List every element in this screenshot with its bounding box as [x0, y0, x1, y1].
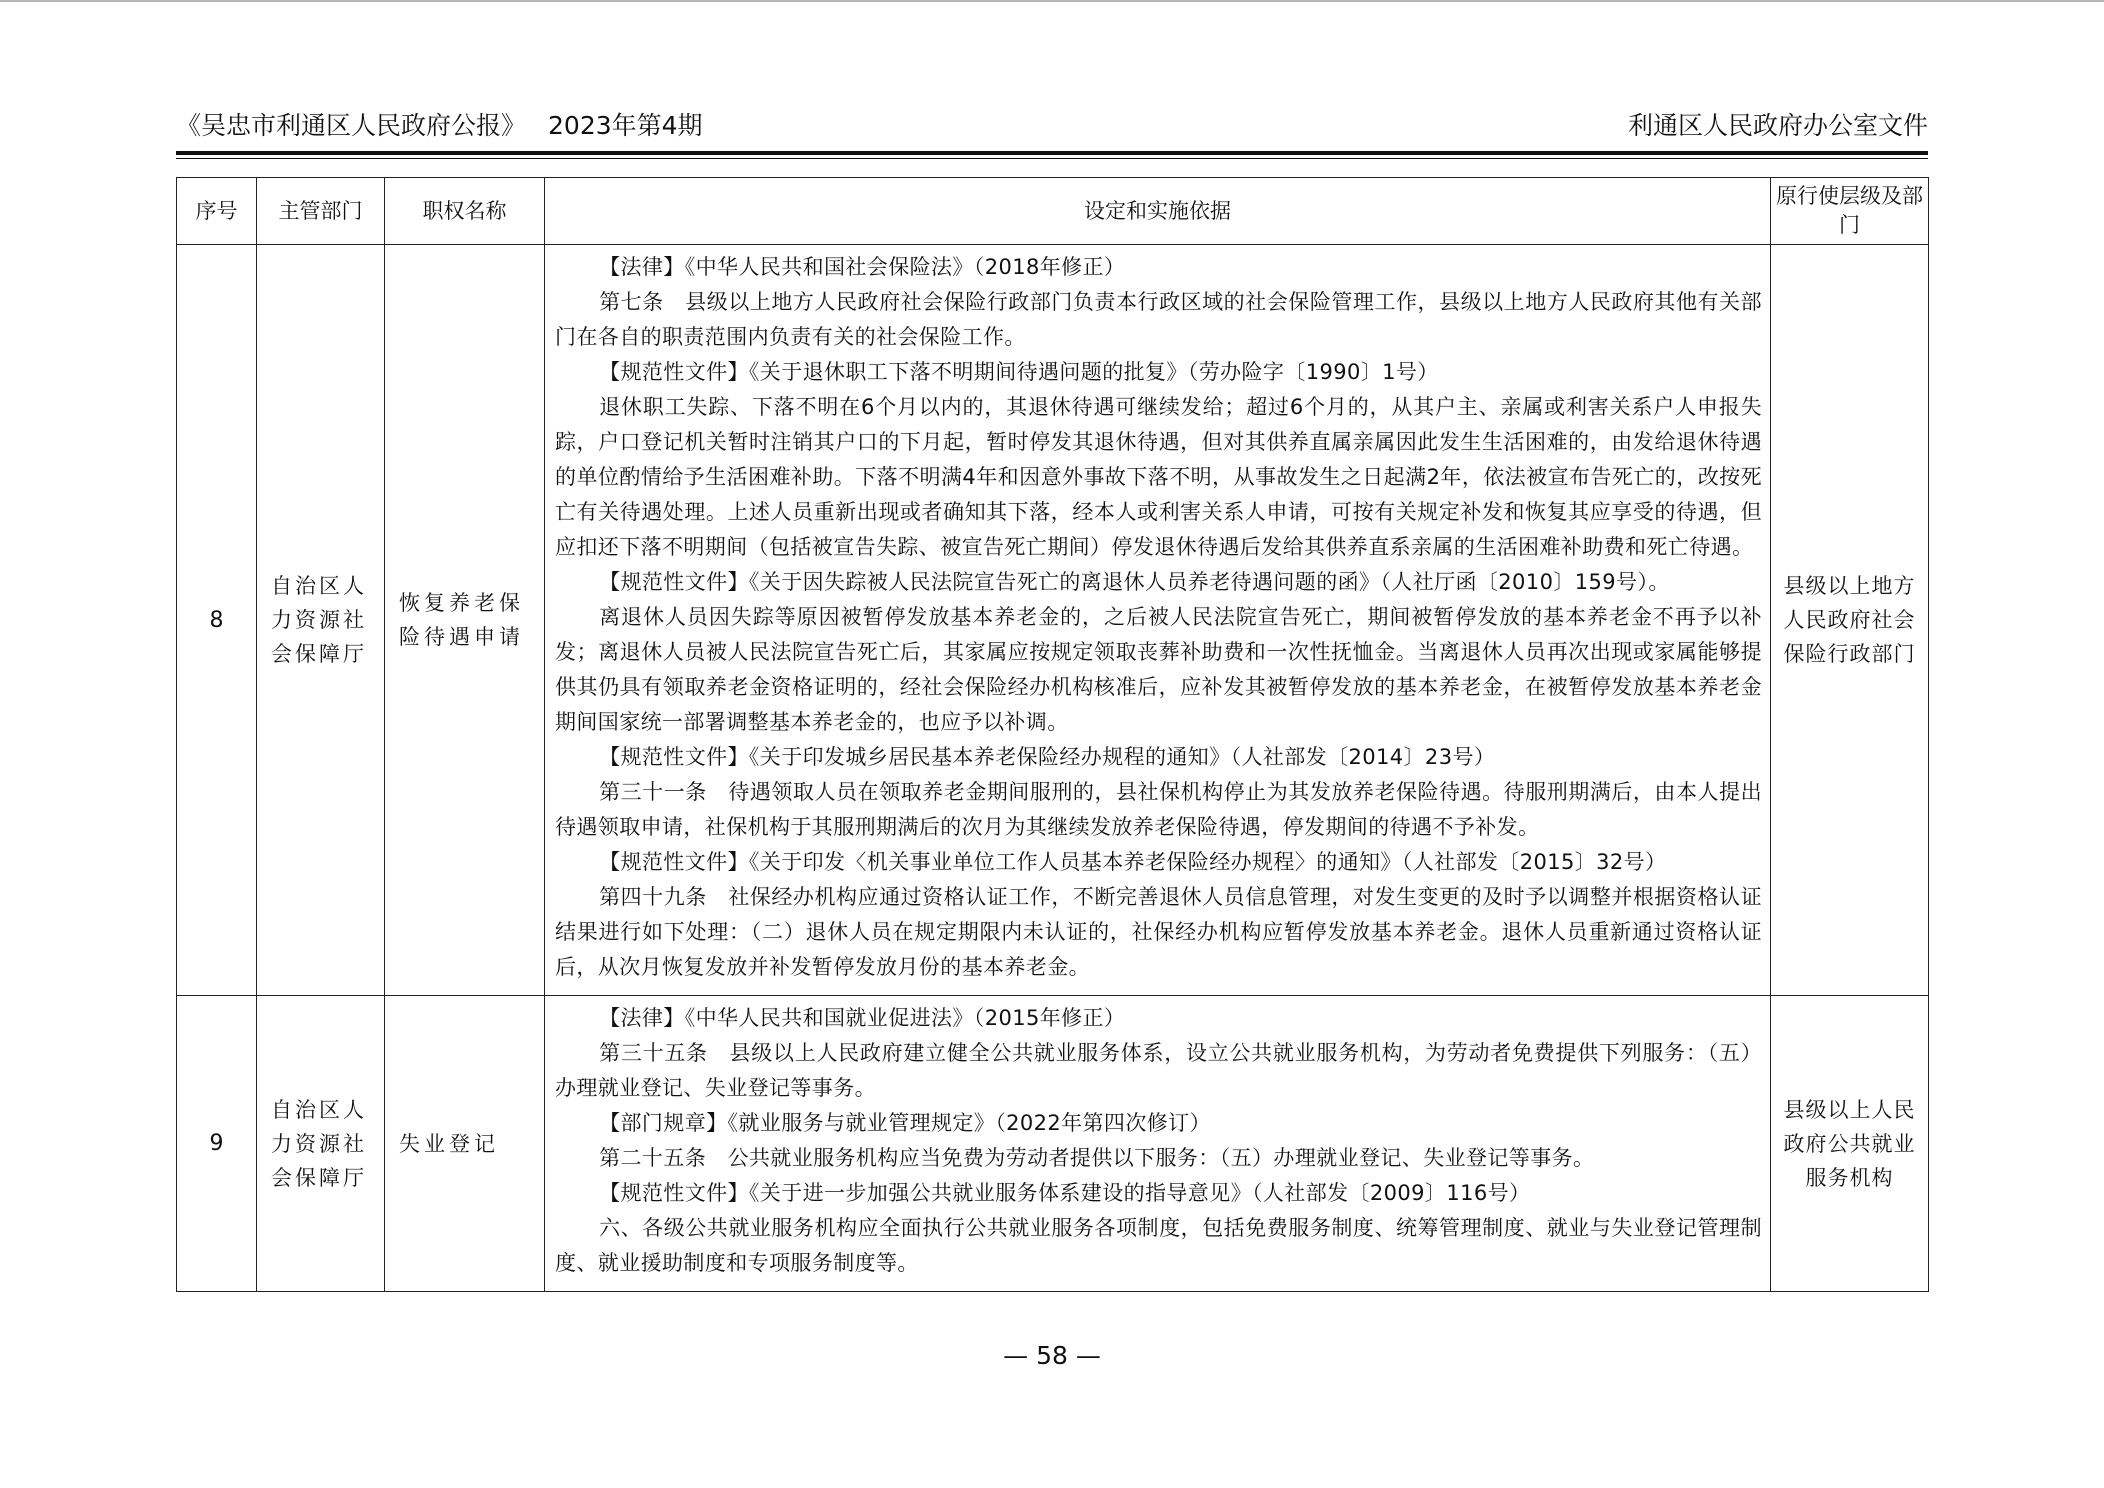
issue-number: 2023年第4期 [548, 111, 703, 140]
row-power-name: 失业登记 [385, 996, 545, 1292]
basis-paragraph: 【规范性文件】《关于进一步加强公共就业服务体系建设的指导意见》（人社部发〔2009〕116号） [599, 1181, 1531, 1205]
basis-paragraph: 【规范性文件】《关于因失踪被人民法院宣告死亡的离退休人员养老待遇问题的函》（人社厅函〔2010〕159号）。 [599, 570, 1670, 594]
page-header [176, 108, 1928, 144]
header-rule-thick [176, 151, 1928, 155]
basis-paragraph: 第七条 县级以上地方人民政府社会保险行政部门负责本行政区域的社会保险管理工作，县级以上地方人民政府其他有关部门在各自的职责范围内负责有关的社会保险工作。 [555, 290, 1762, 349]
row-level: 县级以上地方人民政府社会保险行政部门 [1771, 245, 1929, 996]
header-name: 职权名称 [385, 178, 545, 245]
basis-paragraph: 第三十五条 县级以上人民政府建立健全公共就业服务体系，设立公共就业服务机构，为劳动者免费提供下列服务：（五）办理就业登记、失业登记等事务。 [555, 1041, 1762, 1100]
basis-paragraph: 离退休人员因失踪等原因被暂停发放基本养老金的，之后被人民法院宣告死亡，期间被暂停发放的基本养老金不再予以补发；离退休人员被人民法院宣告死亡后，其家属应按规定领取丧葬补助费和一次性抚恤金。当离退休人员再次出现或家属能够提供其仍具有领取养老金资格证明的，经社会保险经办机构核准后，应补发其被暂停发放的基本养老金，在被暂停发放基本养老金期间国家统一部署调整基本养老金的，也应予以补调。 [555, 605, 1762, 734]
table-row [177, 996, 1929, 1292]
row-seq: 8 [177, 245, 257, 996]
row-seq: 9 [177, 996, 257, 1292]
basis-paragraph: 【规范性文件】《关于印发〈机关事业单位工作人员基本养老保险经办规程〉的通知》（人社部发〔2015〕32号） [599, 850, 1667, 874]
row-dept: 自治区人力资源社会保障厅 [257, 245, 385, 996]
basis-paragraph: 第三十一条 待遇领取人员在领取养老金期间服刑的，县社保机构停止为其发放养老保险待遇。待服刑期满后，由本人提出待遇领取申请，社保机构于其服刑期满后的次月为其继续发放养老保险待遇，停发期间的待遇不予补发。 [555, 780, 1762, 839]
basis-paragraph: 退休职工失踪、下落不明在6个月以内的，其退休待遇可继续发给；超过6个月的，从其户主、亲属或利害关系户人申报失踪，户口登记机关暂时注销其户口的下月起，暂时停发其退休待遇，但对其供养直属亲属因此发生生活困难的，由发给退休待遇的单位酌情给予生活困难补助。下落不明满4年和因意外事故下落不明，从事故发生之日起满2年，依法被宣布告死亡的，改按死亡有关待遇处理。上述人员重新出现或者确知其下落，经本人或利害关系人申请，可按有关规定补发和恢复其应享受的待遇，但应扣还下落不明期间（包括被宣告失踪、被宣告死亡期间）停发退休待遇后发给其供养直系亲属的生活困难补助费和死亡待遇。 [555, 395, 1762, 559]
powers-table [176, 177, 1929, 1292]
basis-paragraph: 第二十五条 公共就业服务机构应当免费为劳动者提供以下服务：（五）办理就业登记、失业登记等事务。 [599, 1146, 1595, 1170]
row-basis [545, 245, 1771, 996]
header-seq: 序号 [177, 178, 257, 245]
gazette-title: 《吴忠市利通区人民政府公报》 [176, 111, 527, 140]
basis-paragraph: 六、各级公共就业服务机构应全面执行公共就业服务各项制度，包括免费服务制度、统筹管理制度、就业与失业登记管理制度、就业援助制度和专项服务制度等。 [555, 1216, 1762, 1275]
table-row [177, 245, 1929, 996]
basis-paragraph: 【规范性文件】《关于退休职工下落不明期间待遇问题的批复》（劳办险字〔1990〕1号） [599, 360, 1439, 384]
row-basis [545, 996, 1771, 1292]
basis-paragraph: 【法律】《中华人民共和国就业促进法》（2015年修正） [599, 1006, 1126, 1030]
basis-paragraph: 第四十九条 社保经办机构应通过资格认证工作，不断完善退休人员信息管理，对发生变更的及时予以调整并根据资格认证结果进行如下处理：（二）退休人员在规定期限内未认证的，社保经办机构应暂停发放基本养老金。退休人员重新通过资格认证后，从次月恢复发放并补发暂停发放月份的基本养老金。 [555, 885, 1762, 979]
row-level: 县级以上人民政府公共就业服务机构 [1771, 996, 1929, 1292]
header-level: 原行使层级及部门 [1771, 178, 1929, 245]
basis-paragraph: 【法律】《中华人民共和国社会保险法》（2018年修正） [599, 255, 1126, 279]
basis-paragraph: 【部门规章】《就业服务与就业管理规定》（2022年第四次修订） [599, 1111, 1211, 1135]
header-dept: 主管部门 [257, 178, 385, 245]
header-office-name: 利通区人民政府办公室文件 [1627, 111, 1928, 140]
page-top-border [0, 0, 2104, 2]
table-header-row [177, 178, 1929, 245]
header-rule-thin [176, 158, 1928, 159]
row-power-name: 恢复养老保险待遇申请 [385, 245, 545, 996]
page-number: — 58 — [1003, 1341, 1101, 1370]
row-dept: 自治区人力资源社会保障厅 [257, 996, 385, 1292]
header-basis: 设定和实施依据 [545, 178, 1771, 245]
header-left [176, 108, 703, 144]
basis-paragraph: 【规范性文件】《关于印发城乡居民基本养老保险经办规程的通知》（人社部发〔2014〕23号） [599, 745, 1496, 769]
